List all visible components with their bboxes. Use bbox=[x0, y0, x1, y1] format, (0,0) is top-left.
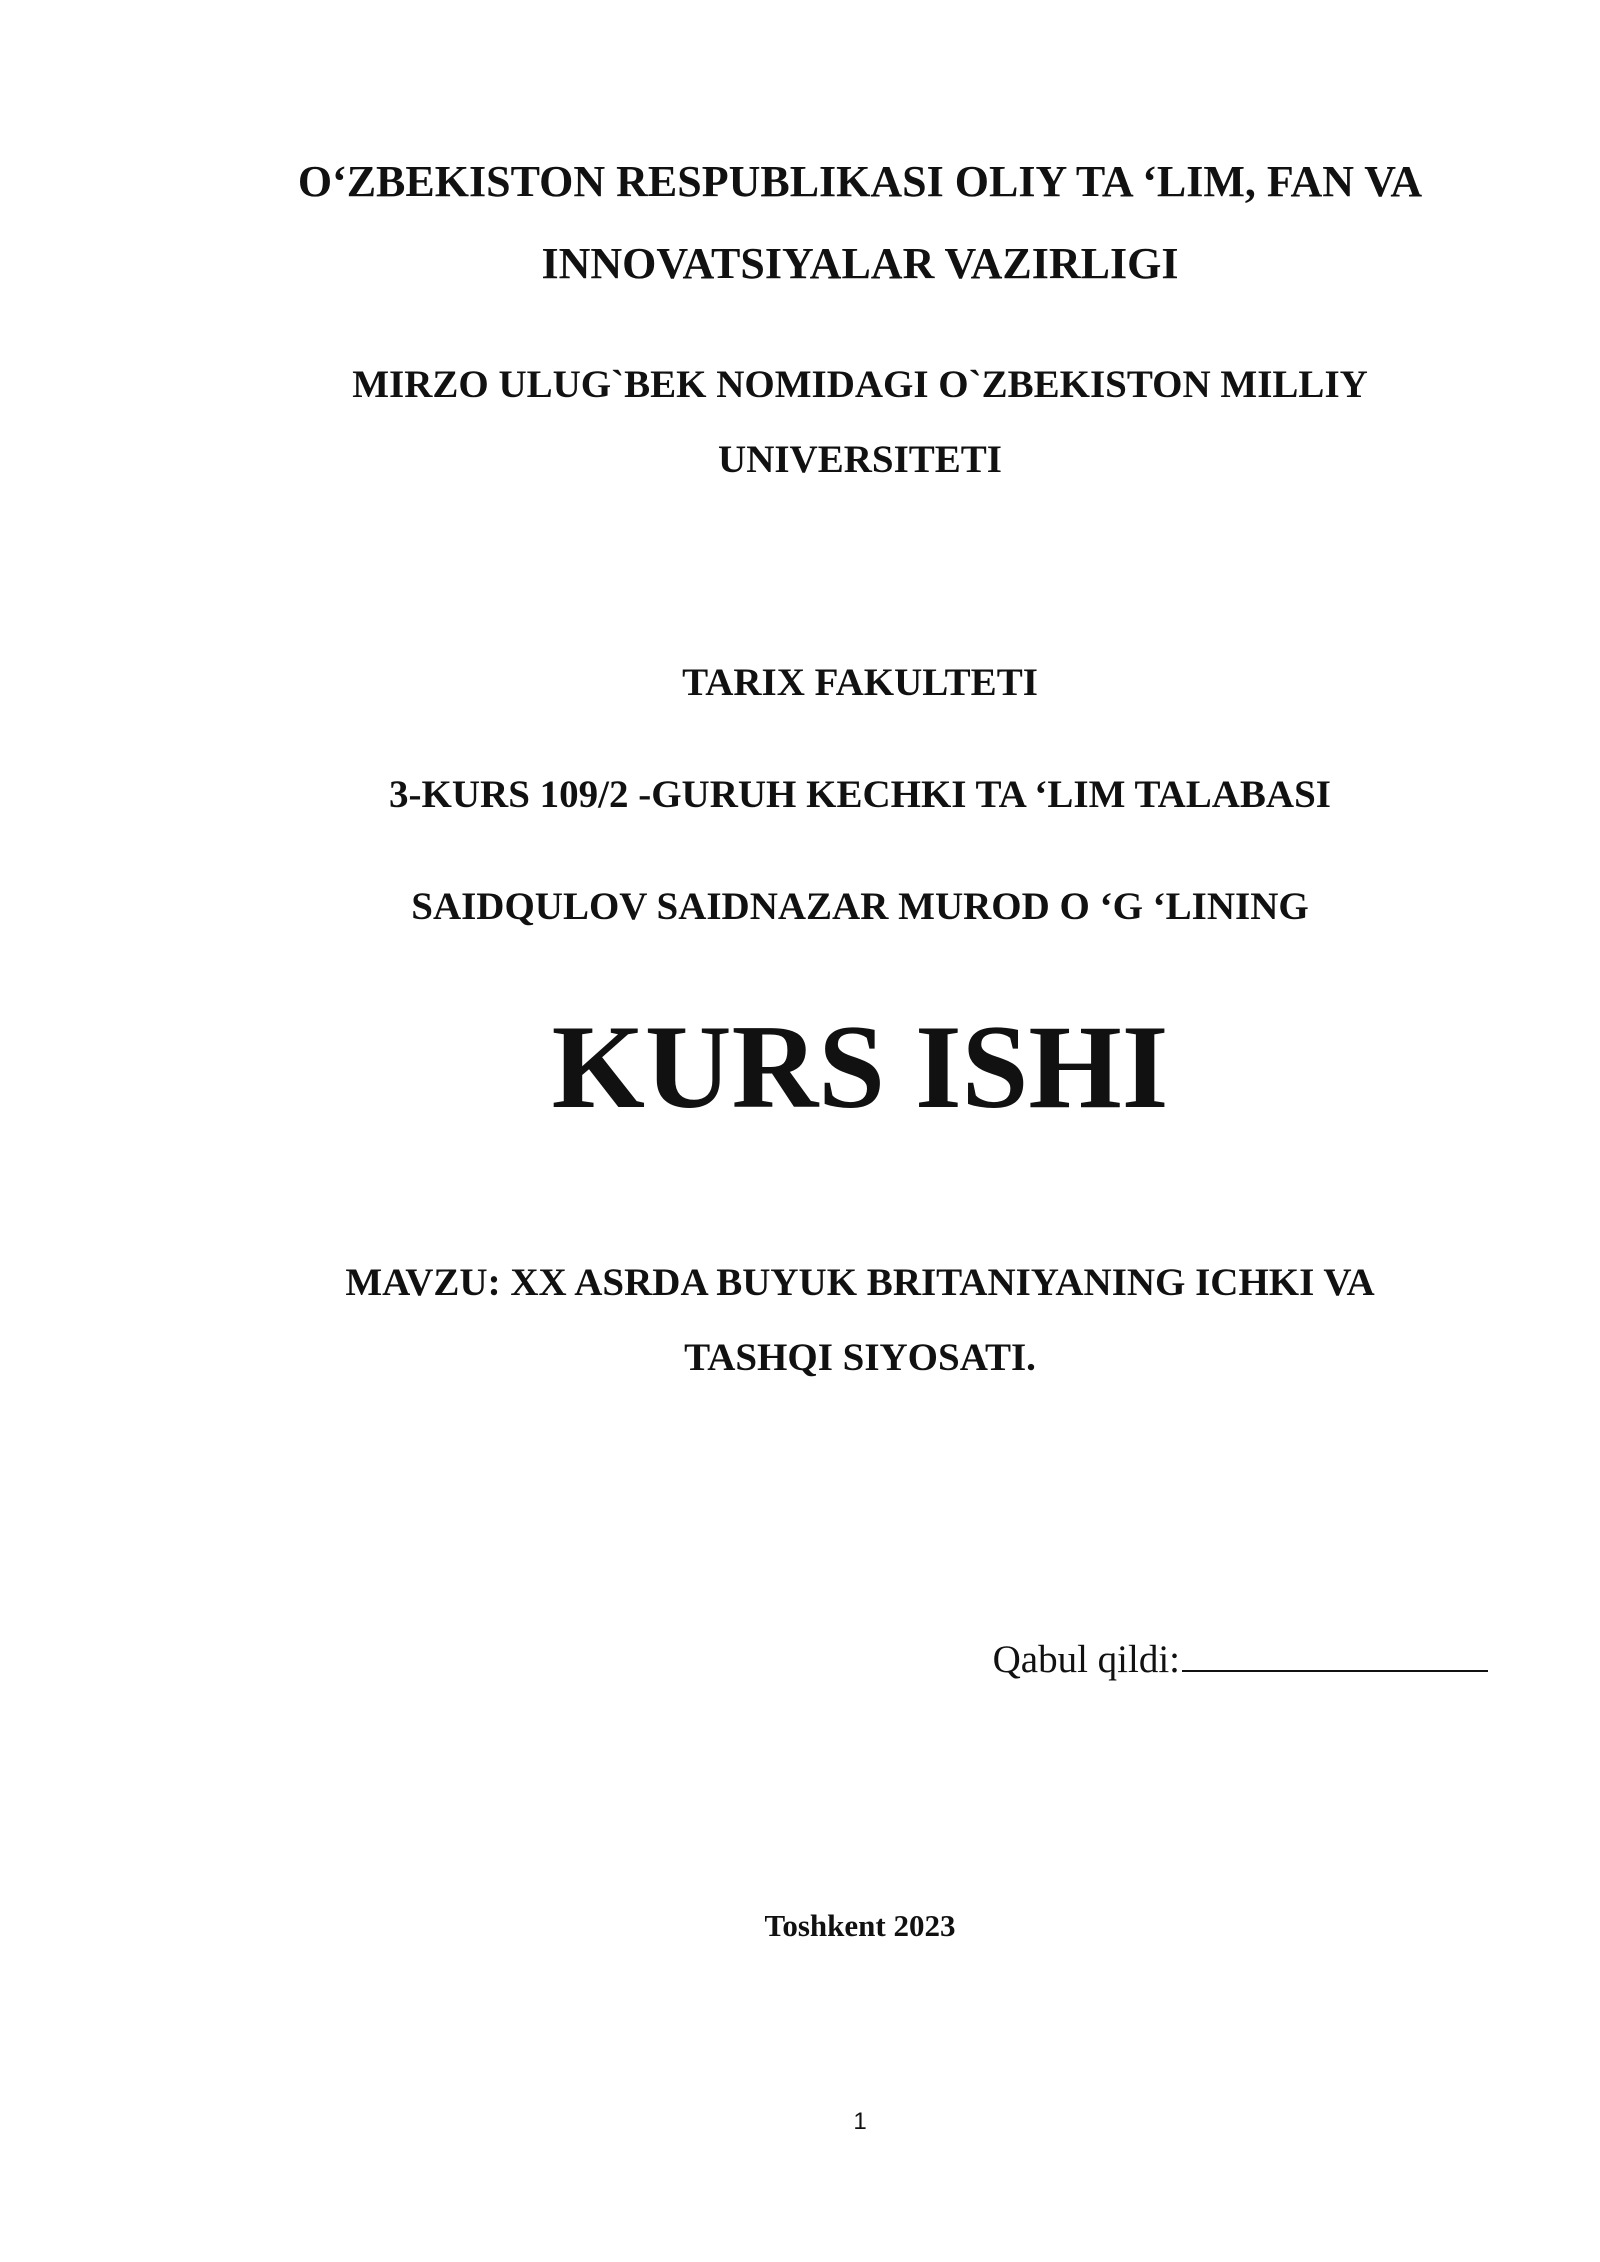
topic-line-2: TASHQI SIYOSATI. bbox=[684, 1336, 1036, 1379]
student-group: 3-KURS 109/2 -GURUH KECHKI TA ‘LIM TALABASI bbox=[389, 773, 1331, 816]
page-number: 1 bbox=[853, 2108, 867, 2135]
approval-block bbox=[993, 1640, 1488, 1679]
faculty-name: TARIX FAKULTETI bbox=[682, 661, 1038, 704]
approval-label: Qabul qildi: bbox=[992, 1638, 1180, 1681]
topic-line-1: MAVZU: XX ASRDA BUYUK BRITANIYANING ICHKI VA bbox=[345, 1261, 1375, 1304]
document-title: KURS ISHI bbox=[551, 1000, 1169, 1133]
city-year: Toshkent 2023 bbox=[764, 1908, 956, 1943]
signature-line bbox=[1182, 1640, 1488, 1672]
ministry-title-line-1: O‘ZBEKISTON RESPUBLIKASI OLIY TA ‘LIM, FAN VA bbox=[297, 157, 1423, 206]
ministry-title-line-2: INNOVATSIYALAR VAZIRLIGI bbox=[541, 239, 1179, 288]
university-name-line-2: UNIVERSITETI bbox=[718, 438, 1002, 481]
student-name: SAIDQULOV SAIDNAZAR MUROD O ‘G ‘LINING bbox=[411, 885, 1309, 928]
university-name-line-1: MIRZO ULUG`BEK NOMIDAGI O`ZBEKISTON MILLIY bbox=[352, 363, 1368, 406]
